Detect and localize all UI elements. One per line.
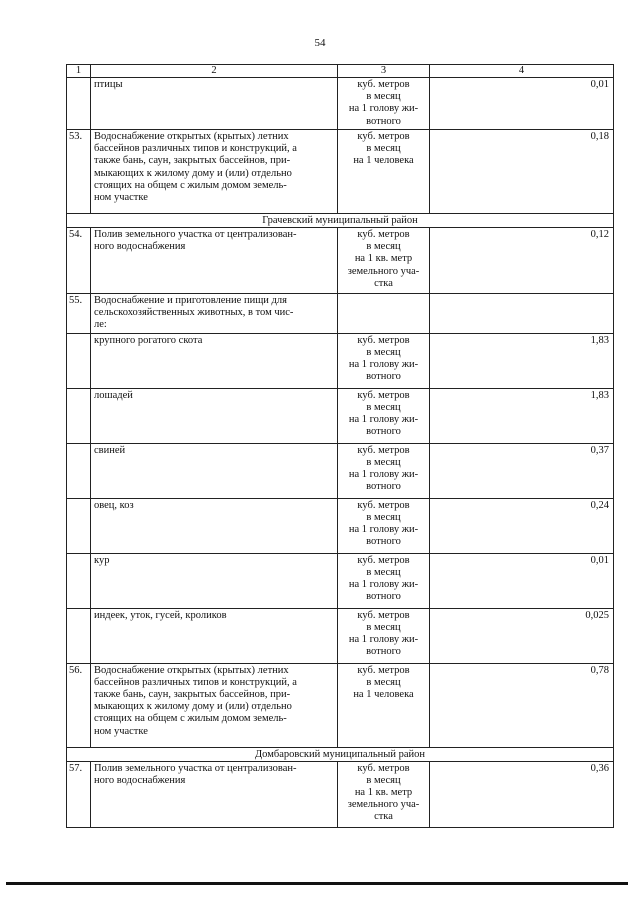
row-value: 0,24: [430, 498, 614, 553]
table-row: [67, 388, 614, 443]
row-value: 0,78: [430, 663, 614, 747]
row-name: свиней: [91, 443, 338, 498]
norms-table: [66, 64, 614, 828]
row-number: [67, 78, 91, 130]
table-row: [67, 608, 614, 663]
row-number: 55.: [67, 294, 91, 334]
row-name: Полив земельного участка от централизован- ного водоснабжения: [91, 228, 338, 294]
row-value: 1,83: [430, 333, 614, 388]
header-cell-3: 3: [338, 65, 430, 78]
table-row: [67, 78, 614, 130]
bottom-rule: [6, 882, 628, 885]
row-unit: куб. метров в месяц на 1 голову жи- вотного: [338, 608, 430, 663]
row-name: кур: [91, 553, 338, 608]
row-value: 0,01: [430, 78, 614, 130]
section-row: [67, 747, 614, 761]
row-name: Полив земельного участка от централизован- ного водоснабжения: [91, 761, 338, 827]
row-number: 54.: [67, 228, 91, 294]
section-title: Домбаровский муниципальный район: [67, 747, 614, 761]
row-unit: куб. метров в месяц на 1 голову жи- вотного: [338, 443, 430, 498]
row-number: [67, 333, 91, 388]
row-number: [67, 498, 91, 553]
table-row: [67, 498, 614, 553]
row-name: крупного рогатого скота: [91, 333, 338, 388]
row-name: Водоснабжение открытых (крытых) летних бассейнов различных типов и конструкций, а также бань, саун, закрытых бассейнов, при- мыкающих к жилому дому и (или) отдельно стоящих на общем с жилым домом земель- ном участке: [91, 130, 338, 214]
row-unit: куб. метров в месяц на 1 кв. метр земельного уча- стка: [338, 228, 430, 294]
row-value: 0,025: [430, 608, 614, 663]
header-cell-2: 2: [91, 65, 338, 78]
table-row: [67, 761, 614, 827]
row-unit: куб. метров в месяц на 1 голову жи- вотного: [338, 333, 430, 388]
row-name: лошадей: [91, 388, 338, 443]
row-unit: [338, 294, 430, 334]
row-number: [67, 553, 91, 608]
row-number: [67, 443, 91, 498]
row-name: Водоснабжение и приготовление пищи для сельскохозяйственных животных, в том чис- ле:: [91, 294, 338, 334]
table-header-row: [67, 65, 614, 78]
header-cell-4: 4: [430, 65, 614, 78]
row-number: 57.: [67, 761, 91, 827]
row-name: птицы: [91, 78, 338, 130]
row-unit: куб. метров в месяц на 1 голову жи- вотного: [338, 498, 430, 553]
row-number: 53.: [67, 130, 91, 214]
table-row: [67, 228, 614, 294]
table-row: [67, 294, 614, 334]
row-value: 0,37: [430, 443, 614, 498]
row-value: [430, 294, 614, 334]
row-name: овец, коз: [91, 498, 338, 553]
table-body: [67, 65, 614, 828]
header-cell-1: 1: [67, 65, 91, 78]
page-number: 54: [314, 37, 326, 49]
row-name: Водоснабжение открытых (крытых) летних бассейнов различных типов и конструкций, а также бань, саун, закрытых бассейнов, при- мыкающих к жилому дому и (или) отдельно стоящих на общем с жилым домом земель- ном участке: [91, 663, 338, 747]
row-unit: куб. метров в месяц на 1 голову жи- вотного: [338, 388, 430, 443]
row-unit: куб. метров в месяц на 1 кв. метр земельного уча- стка: [338, 761, 430, 827]
section-title: Грачевский муниципальный район: [67, 214, 614, 228]
row-number: [67, 608, 91, 663]
row-unit: куб. метров в месяц на 1 человека: [338, 130, 430, 214]
section-row: [67, 214, 614, 228]
row-unit: куб. метров в месяц на 1 человека: [338, 663, 430, 747]
row-unit: куб. метров в месяц на 1 голову жи- вотного: [338, 553, 430, 608]
row-unit: куб. метров в месяц на 1 голову жи- вотного: [338, 78, 430, 130]
row-name: индеек, уток, гусей, кроликов: [91, 608, 338, 663]
table-row: [67, 553, 614, 608]
row-value: 0,18: [430, 130, 614, 214]
row-value: 0,36: [430, 761, 614, 827]
table-row: [67, 130, 614, 214]
row-value: 0,12: [430, 228, 614, 294]
table-row: [67, 663, 614, 747]
row-number: [67, 388, 91, 443]
table-row: [67, 443, 614, 498]
row-value: 1,83: [430, 388, 614, 443]
row-number: 56.: [67, 663, 91, 747]
row-value: 0,01: [430, 553, 614, 608]
table-row: [67, 333, 614, 388]
